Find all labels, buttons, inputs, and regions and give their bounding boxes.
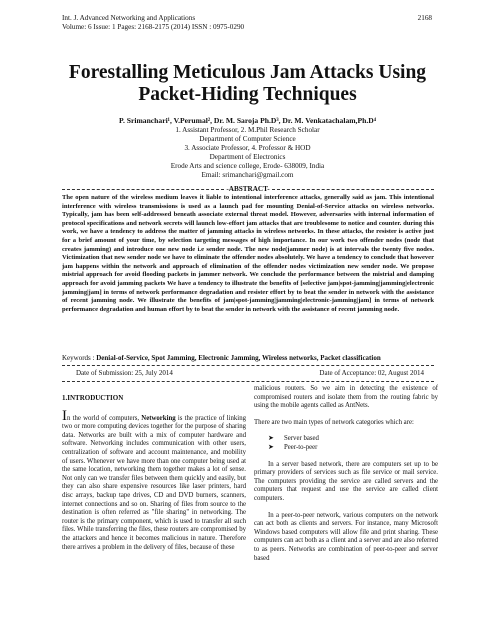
author-list: P. Srimanchari¹, V.Perumal², Dr. M. Saroja Ph.D³, Dr. M. Venkatachalam,Ph.D⁴ [119,116,376,125]
page-number: 2168 [417,14,432,22]
acceptance-date: Date of Acceptance: 02, August 2014 [319,369,424,377]
abstract-divider [62,185,434,193]
abstract-label: -ABSTRACT- [226,185,270,193]
dashed-rule [62,365,434,366]
journal-header [62,14,244,32]
left-column [62,394,246,560]
affiliation-line: 1. Assistant Professor, 2. M.Phil Research Scholar [175,126,320,134]
section-heading: 1.INTRODUCTION [62,394,124,402]
list-item [254,444,438,453]
arrow-bullet-icon: ➤ [268,443,274,451]
affiliation-line: Erode Arts and science college, Erode- 638009, India [170,162,325,170]
dashed-rule [62,189,224,190]
intro-text-start: n the world of computers, [67,414,142,422]
body-paragraph: There are two main types of network categories which are: [254,418,414,426]
list-item-label: Peer-to-peer [284,443,318,451]
body-paragraph: In a peer-to-peer network, various computers on the network can act both as clients and servers. For instance, many Microsoft Windows based computers will allow file and print sharing. These computers can act both as a client and a server and are also referred to as peers. Networks are combination of peer-to-peer and server based [254,511,438,562]
intro-bold-term: Networking [141,414,176,422]
drop-cap: I [62,407,67,424]
keywords [62,354,434,362]
arrow-bullet-icon: ➤ [268,435,274,443]
intro-paragraph [62,407,246,553]
network-types-list [254,435,438,452]
keywords-label: Keywords : [62,354,95,362]
abstract-text: The open nature of the wireless medium leaves it liable to intentional interference attacks, generally said as jam. This intentional interference with wireless transmissions is used as a launch pad for mounting Denial-of-Service attacks on wireless networks. Typically, jam has been self-addressed beneath associate external threat model. However, adversaries with internal information of protocol specifications and network secrets will launch low-effort jam attacks that are troublesome to notice and counter. during this work, we have a tendency to address the matter of jamming attacks in wireless networks. In these attacks, the resister is active just for a brief amount of your time, by selection targeting messages of high importance. In our work two offender nodes (node that creates jamming) and introduce one new node i.e sender node. The new node(jammer node) is at intervals the twenty five nodes. Victimization that new sender node we have to eliminate the offender nodes absolutely. We have a tendency to conclude that however jam happens within the network and approach of elimination of the offender nodes victimization new sender node. We propose mistrial approach for avoid flooding packets in jammer network. We conclude the performance between the mistrial and damping approach for avoid jamming packets We have a tendency to illustrate the benefits of [selective jam|spot-jamming|jamming|electronic jamming|jam] in terms of network performance degradation and resister effort by to beat the sender in network with the assistance of recent jamming node. We illustrate the benefits of jam|spot-jamming|jamming|electronic-jamming|jam] in terms of network performance degradation and human effort by to beat the sender in network with the assistance of recent jamming node. [62,194,434,313]
list-item [254,435,438,444]
journal-volume-line: Volume: 6 Issue: 1 Pages: 2168-2175 (2014) ISSN : 0975-0290 [62,23,245,31]
right-column [254,385,438,571]
dashed-rule [62,381,434,382]
affiliation-line: Department of Computer Science [199,135,296,143]
paper-title [40,62,455,106]
affiliation-line: 3. Associate Professor, 4. Professor & HOD [184,144,311,152]
submission-date: Date of Submission: 25, July 2014 [76,369,173,377]
keywords-text: Denial-of-Service, Spot Jamming, Electronic Jamming, Wireless networks, Packet classification [96,354,381,362]
intro-text: is the practice of linking two or more computing devices together for the purpose of sharing data. Networks are built with a mix of computer hardware and software. Networking includes communication with other users, centralization of software and account maintenance, and mobility of users. Whenever we have more than one computer being used at the same location, networking them together makes a lot of sense. Not only can we transfer files between them quickly and easily, but they can also share expensive resources like laser printers, hard disc arrays, backup tape drives, CD and DVD burners, scanners, internet connections and so on. Sharing of files from source to the destination is often referred as "file sharing" in networking. The router is the primary component, which is used to transfer all such files. While transferring the files, these routers are compromised by the attackers and hence it becomes malicious in nature. Therefore there arrives a problem in the delivery of files, because of these [62,414,246,551]
list-item-label: Server based [284,435,319,443]
journal-name: Int. J. Advanced Networking and Applications [62,14,196,22]
dashed-rule [272,189,434,190]
author-email: Email: srimanchari@gmail.com [201,171,294,179]
affiliation-line: Department of Electronics [209,153,286,161]
body-paragraph: malicious routers. So we aim in detecting the existence of compromised routers and isolate them from the routing fabric by using the mobile agents called as AntNets. [254,385,438,410]
body-paragraph: In a server based network, there are computers set up to be primary providers of services such as file service or mail service. The computers providing the service are called servers and the computers that request and use the service are called client computers. [254,460,438,502]
affiliations [40,126,455,180]
title-line-1: Forestalling Meticulous Jam Attacks Using [68,62,427,83]
title-line-2: Packet-Hiding Techniques [138,84,357,105]
